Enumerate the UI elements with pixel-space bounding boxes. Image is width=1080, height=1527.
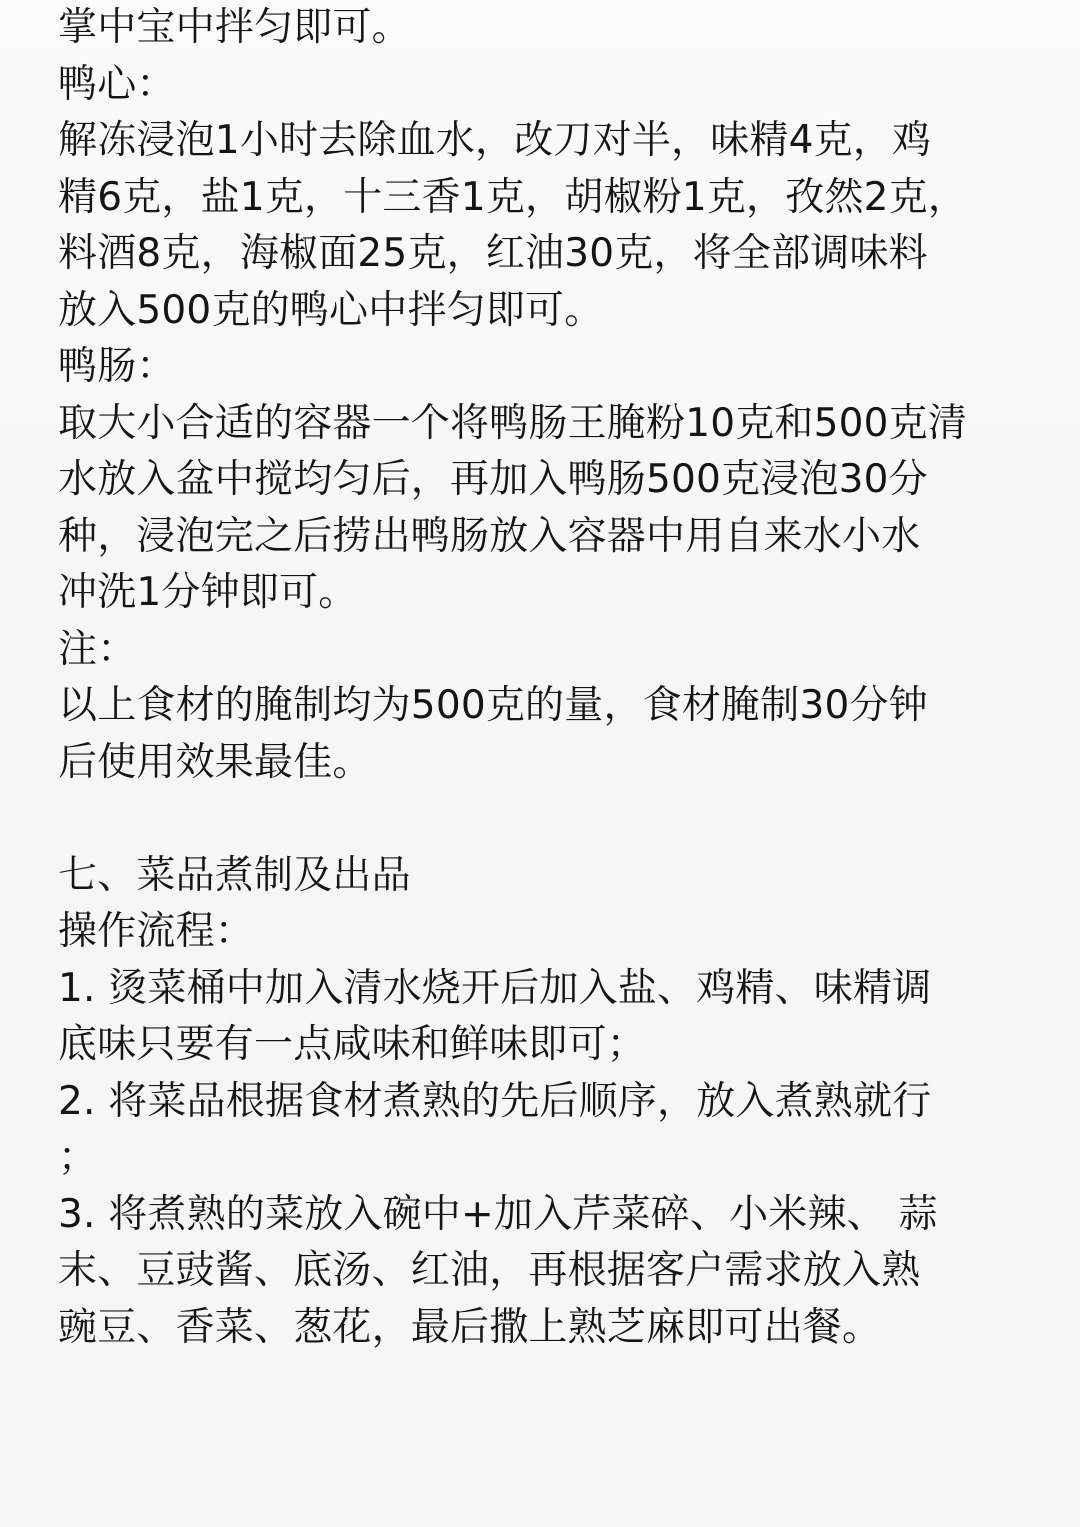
section-heading-duck-heart: 鸭心：: [58, 61, 176, 107]
section-heading-duck-intestine: 鸭肠：: [58, 344, 176, 389]
text-line: 掌中宝中拌匀即可。: [58, 5, 411, 50]
step-1-line: 底味只要有一点咸味和鲜味即可；: [58, 1022, 647, 1067]
text-line: 以上食材的腌制均为500克的量，食材腌制30分钟: [58, 683, 928, 728]
step-3-line: 豌豆、香菜、葱花，最后撒上熟芝麻即可出餐。: [58, 1304, 882, 1350]
text-line: 种，浸泡完之后捞出鸭肠放入容器中用自来水小水: [58, 513, 921, 559]
section-heading-process: 操作流程：: [58, 909, 255, 954]
step-2-line: 2. 将菜品根据食材煮熟的先后顺序，放入煮熟就行: [58, 1078, 932, 1124]
step-1-line: 1. 烫菜桶中加入清水烧开后加入盐、鸡精、味精调: [58, 965, 932, 1011]
text-line: 冲洗1分钟即可。: [58, 570, 358, 615]
step-3-line: 3. 将煮熟的菜放入碗中+加入芹菜碎、小米辣、 蒜: [58, 1191, 938, 1237]
text-line: 取大小合适的容器一个将鸭肠王腌粉10克和500克清: [58, 400, 968, 446]
text-line: 精6克，盐1克，十三香1克，胡椒粉1克，孜然2克，: [58, 174, 968, 220]
text-line: 解冻浸泡1小时去除血水，改刀对半，味精4克，鸡: [58, 118, 932, 163]
document-body: [58, 0, 1028, 1356]
text-line: 放入500克的鸭心中拌匀即可。: [58, 287, 604, 333]
step-3-line: 末、豆豉酱、底汤、红油，再根据客户需求放入熟: [58, 1248, 921, 1293]
chapter-heading: 七、菜品煮制及出品: [58, 852, 411, 898]
text-line: 料酒8克，海椒面25克，红油30克，将全部调味料: [58, 231, 928, 276]
text-line: 水放入盆中搅均匀后，再加入鸭肠500克浸泡30分: [58, 457, 928, 502]
step-2-line: ；: [58, 1135, 98, 1180]
section-heading-note: 注：: [58, 626, 137, 672]
blank-line: [58, 791, 1028, 848]
text-line: 后使用效果最佳。: [58, 739, 372, 785]
